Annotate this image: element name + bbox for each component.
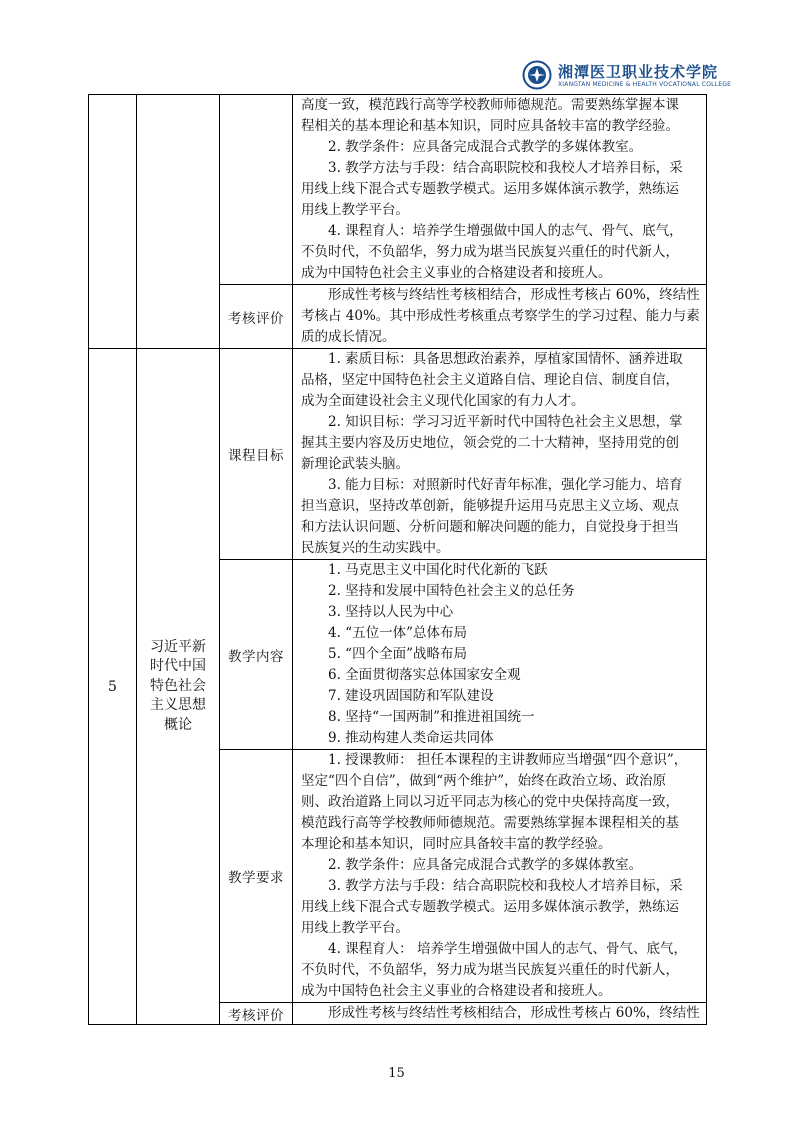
requirements-cell [293, 750, 707, 1003]
list-item: 8. 坚持“一国两制”和推进祖国统一 [328, 709, 535, 725]
text-line: 担当意识，坚持改革创新，能够提升运用马克思主义立场、观点 [301, 498, 679, 514]
text-line: 1. 素质目标：具备思想政治素养，厚植家国情怀、涵养进取 [328, 351, 683, 367]
list-item: 2. 坚持和发展中国特色社会主义的总任务 [328, 583, 575, 599]
text-line: 用线上教学平台。 [301, 920, 409, 936]
text-line: 成为中国特色社会主义事业的合格建设者和接班人。 [301, 265, 612, 281]
cont-assess-label: 考核评价 [220, 285, 293, 349]
goals-label: 课程目标 [220, 349, 293, 560]
text-line: 模范践行高等学校教师师德规范。需要熟练掌握本课程相关的基 [301, 815, 679, 831]
requirements-label: 教学要求 [220, 750, 293, 1003]
text-line: 新理论武装头脑。 [301, 456, 409, 472]
content-label: 教学内容 [220, 560, 293, 750]
college-logo [522, 60, 732, 92]
assess-cell [293, 1003, 707, 1025]
cont-assess-cell [293, 285, 707, 349]
text-line: 用线上教学平台。 [301, 202, 409, 218]
text-line: 成为中国特色社会主义事业的合格建设者和接班人。 [301, 983, 612, 999]
college-name-cn: 湘潭医卫职业技术学院 [558, 63, 719, 81]
list-item: 1. 马克思主义中国化时代化新的飞跃 [328, 562, 548, 578]
text-line: 民族复兴的生动实践中。 [301, 540, 450, 556]
text-line: 2. 教学条件：应具备完成混合式教学的多媒体教室。 [328, 139, 643, 155]
course-index: 5 [89, 349, 137, 1025]
text-line: 形成性考核与终结性考核相结合，形成性考核占 60%，终结性 [328, 287, 700, 303]
assess-label: 考核评价 [220, 1003, 293, 1025]
text-line: 本理论和基本知识，同时应具备较丰富的教学经验。 [301, 836, 612, 852]
text-line: 则、政治道路上同以习近平同志为核心的党中央保持高度一致， [301, 794, 679, 810]
college-emblem-icon [522, 60, 552, 90]
text-line: 用线上线下混合式专题教学模式。运用多媒体演示教学，熟练运 [301, 181, 679, 197]
page-number: 15 [388, 1066, 405, 1081]
text-line: 品格，坚定中国特色社会主义道路自信、理论自信、制度自信， [301, 372, 679, 388]
cont-name-cell [137, 95, 220, 349]
text-line: 高度一致，模范践行高等学校教师师德规范。需要熟练掌握本课 [301, 97, 679, 113]
text-line: 2. 知识目标：学习习近平新时代中国特色社会主义思想，掌 [328, 414, 683, 430]
text-line: 用线上线下混合式专题教学模式。运用多媒体演示教学，熟练运 [301, 899, 679, 915]
text-line: 成为全面建设社会主义现代化国家的有力人才。 [301, 393, 585, 409]
text-line: 和方法认识问题、分析问题和解决问题的能力，自觉投身于担当 [301, 519, 679, 535]
text-line: 3. 能力目标：对照新时代好青年标准，强化学习能力、培育 [328, 477, 683, 493]
text-line: 形成性考核与终结性考核相结合，形成性考核占 60%，终结性 [328, 1005, 700, 1021]
text-line: 质的成长情况。 [301, 329, 396, 345]
text-line: 不负时代，不负韶华，努力成为堪当民族复兴重任的时代新人， [301, 244, 679, 260]
text-line: 不负时代，不负韶华，努力成为堪当民族复兴重任的时代新人， [301, 962, 679, 978]
text-line: 4. 课程育人：培养学生增强做中国人的志气、骨气、底气， [328, 223, 683, 239]
list-item: 3. 坚持以人民为中心 [328, 604, 454, 620]
text-line: 坚定“四个自信”，做到“两个维护”，始终在政治立场、政治原 [301, 773, 667, 789]
text-line: 2. 教学条件：应具备完成混合式教学的多媒体教室。 [328, 857, 643, 873]
course-name-line: 概论 [164, 716, 192, 733]
list-item: 6. 全面贯彻落实总体国家安全观 [328, 667, 521, 683]
list-item: 4. “五位一体”总体布局 [328, 625, 467, 641]
text-line: 3. 教学方法与手段：结合高职院校和我校人才培养目标，采 [328, 160, 683, 176]
cont-index-cell [89, 95, 137, 349]
cont-requirements-cell [293, 95, 707, 285]
course-name-line: 习近平新 [150, 638, 206, 655]
text-line: 3. 教学方法与手段：结合高职院校和我校人才培养目标，采 [328, 878, 683, 894]
text-line: 4. 课程育人： 培养学生增强做中国人的志气、骨气、底气， [328, 941, 687, 957]
course-name-line: 特色社会 [150, 677, 206, 694]
course-name-line: 主义思想 [150, 697, 206, 714]
course-name-line: 时代中国 [150, 658, 206, 675]
college-name-en: XIANGTAN MEDICINE & HEALTH VOCATIONAL COLLEGE [558, 81, 732, 88]
table-row [89, 95, 707, 285]
cont-label-cell [220, 95, 293, 285]
course-name [137, 349, 220, 1025]
curriculum-table [88, 94, 707, 1025]
text-line: 考核占 40%。其中形成性考核重点考察学生的学习过程、能力与素 [301, 308, 700, 324]
table-row [89, 349, 707, 560]
content-cell [293, 560, 707, 750]
goals-cell [293, 349, 707, 560]
text-line: 程相关的基本理论和基本知识，同时应具备较丰富的教学经验。 [301, 118, 679, 134]
text-line: 握其主要内容及历史地位，领会党的二十大精神，坚持用党的创 [301, 435, 679, 451]
list-item: 9. 推动构建人类命运共同体 [328, 730, 494, 746]
list-item: 7. 建设巩固国防和军队建设 [328, 688, 494, 704]
text-line: 1. 授课教师： 担任本课程的主讲教师应当增强“四个意识”， [328, 752, 688, 768]
list-item: 5. “四个全面”战略布局 [328, 646, 467, 662]
